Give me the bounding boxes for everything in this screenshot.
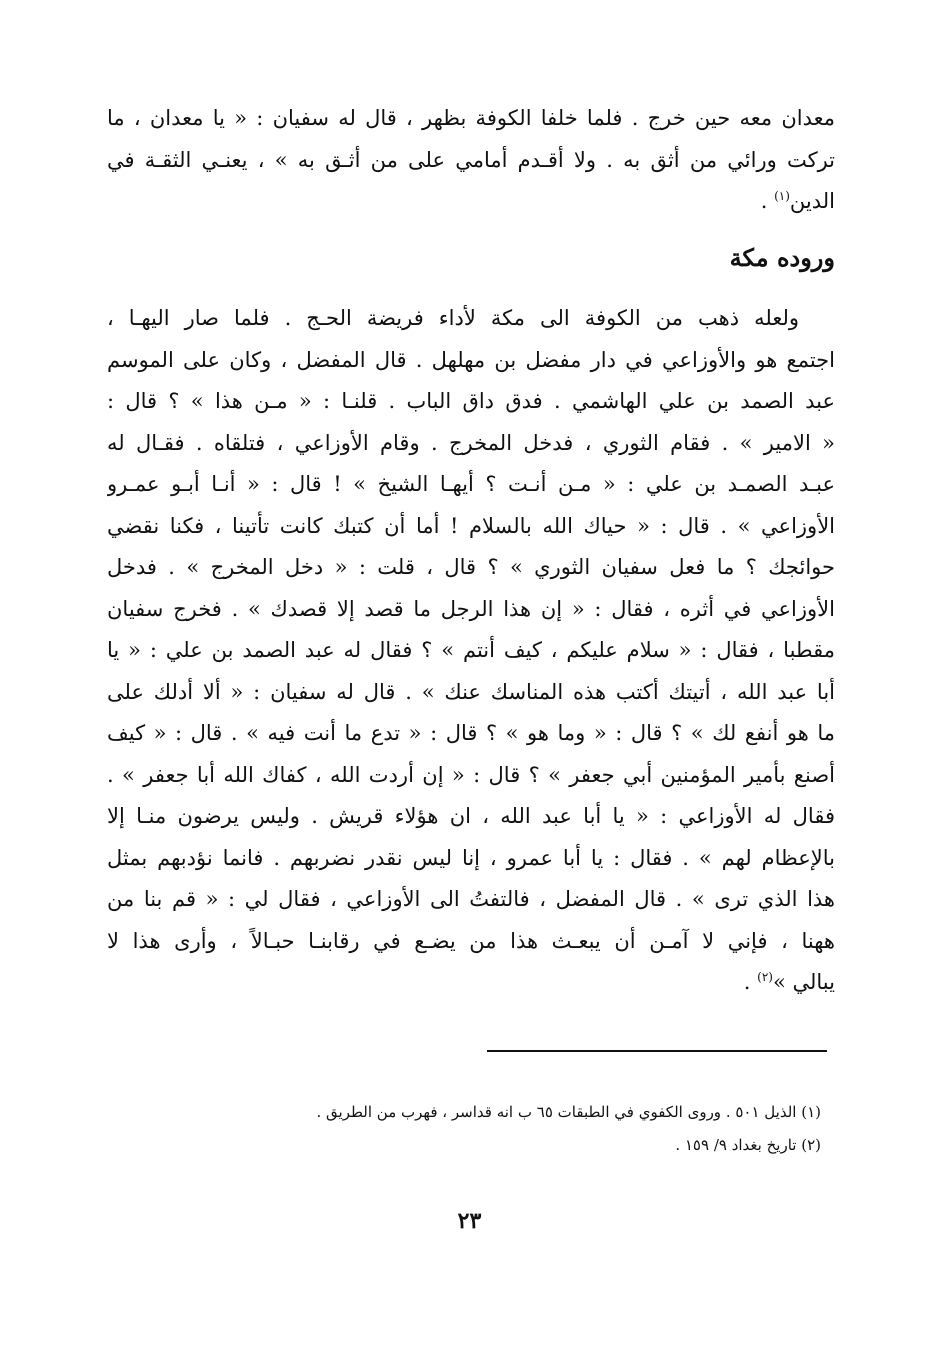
footnotes xyxy=(317,1096,822,1162)
text-line: أبا عبد الله ، أتيتك أكتب هذه المناسك عنك » . قال له سفيان : « ألا أدلك على xyxy=(107,679,835,704)
text-line: حوائجك ؟ ما فعل سفيان الثوري » ؟ قال ، قلت : « دخل المخرج » . فدخل xyxy=(107,555,835,579)
footnote-marker[interactable]: (٢) xyxy=(757,970,773,984)
footnote-item: (١) الذيل ٥٠١ . وروى الكفوي في الطبقات ٦٥ ب انه قداسر ، فهرب من الطريق . xyxy=(316,1103,821,1121)
text-line: تركت ورائي من أثق به . ولا أقـدم أمامي على من أثـق به » ، يعنـي الثقـة في xyxy=(107,147,835,172)
text-line: مقطبا ، فقال : « سلام عليكم ، كيف أنتم » ؟ فقال له عبد الصمد بن علي : « يا xyxy=(107,638,835,662)
text-line xyxy=(107,181,835,223)
body-paragraph xyxy=(107,298,835,1004)
section-heading: وروده مكة xyxy=(729,243,835,272)
text-line: أصنع بأمير المؤمنين أبي جعفر » ؟ قال : « إن أردت الله ، كفاك الله أبا جعفر » . xyxy=(107,762,835,787)
text-line: فقال له الأوزاعي : « يا أبا عبد الله ، ان هؤلاء قريش . وليس يرضون منـا إلا xyxy=(107,804,835,828)
text-line-content: الدين xyxy=(789,189,835,213)
text-line: الأوزاعي في أثره ، فقال : « إن هذا الرجل ما قصد إلا قصدك » . فخرج سفيان xyxy=(107,596,835,621)
text-line-content: يبالي » xyxy=(772,970,835,994)
text-line: ما هو أنفع لك » ؟ قال : « وما هو » ؟ قال : « تدع ما أنت فيه » . قال : « كيف xyxy=(107,721,835,745)
page-number: ٢٣ xyxy=(457,1208,482,1234)
text-line: « الامير » . فقام الثوري ، فدخل المخرج . وقام الأوزاعي ، فتلقاه . فقـال له xyxy=(107,430,835,455)
text-line: معدان معه حين خرج . فلما خلفا الكوفة بظهر ، قال له سفيان : « يا معدان ، ما xyxy=(107,106,835,130)
text-line: الأوزاعي » . قال : « حياك الله بالسلام ! أما أن كتبك كانت تأتينا ، فكنا نقضي xyxy=(107,513,835,538)
text-line xyxy=(107,962,835,1004)
text-line: ههنا ، فإني لا آمـن أن يبعـث هذا من يضـع في رقابنـا حبـالاً ، وأرى هذا لا xyxy=(107,928,835,953)
text-line: ولعله ذهب من الكوفة الى مكة لأداء فريضة الحـج . فلما صار اليهـا ، xyxy=(107,306,799,330)
footnote-divider xyxy=(487,1050,827,1052)
sentence-end: . xyxy=(743,970,758,994)
text-line: عبد الصمد بن علي الهاشمي . فدق داق الباب . قلنـا : « مـن هذا » ؟ قال : xyxy=(107,389,835,413)
text-line: بالإعظام لهم » . فقال : يا أبا عمرو ، إنا ليس نقدر نضربهم . فانما نؤدبهم بمثل xyxy=(107,845,835,870)
footnote-item: (٢) تاريخ بغداد ٩/ ١٥٩ . xyxy=(675,1136,821,1154)
text-line: اجتمع هو والأوزاعي في دار مفضل بن مهلهل . قال المفضل ، وكان على الموسم xyxy=(107,347,835,372)
text-line: عبـد الصمـد بن علي : « مـن أنـت ؟ أيهـا الشيخ » ! قال : « أنـا أبـو عمـرو xyxy=(107,472,835,496)
text-line: هذا الذي ترى » . قال المفضل ، فالتفتُ الى الأوزاعي ، فقال لي : « قم بنا من xyxy=(107,887,835,911)
footnote-marker[interactable]: (١) xyxy=(774,189,790,203)
intro-paragraph xyxy=(107,98,835,223)
sentence-end: . xyxy=(760,189,775,213)
